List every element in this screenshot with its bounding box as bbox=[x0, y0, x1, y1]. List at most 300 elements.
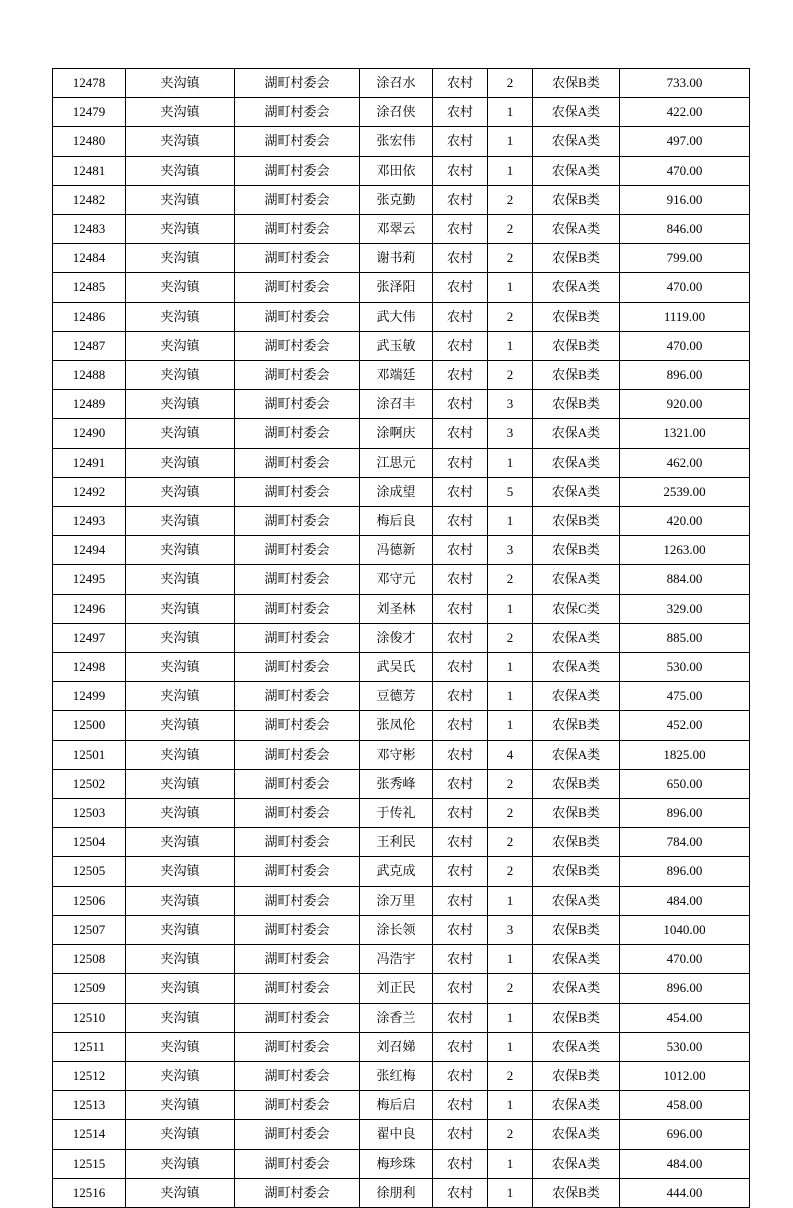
cell-id: 12484 bbox=[53, 244, 126, 273]
cell-id: 12481 bbox=[53, 156, 126, 185]
cell-category: 农保A类 bbox=[533, 448, 620, 477]
cell-household-type: 农村 bbox=[433, 507, 488, 536]
cell-name: 梅后良 bbox=[360, 507, 433, 536]
cell-amount: 896.00 bbox=[620, 974, 750, 1003]
cell-amount: 1263.00 bbox=[620, 536, 750, 565]
cell-household-type: 农村 bbox=[433, 1178, 488, 1207]
cell-town: 夹沟镇 bbox=[126, 799, 235, 828]
cell-name: 涂成望 bbox=[360, 477, 433, 506]
cell-village: 湖町村委会 bbox=[235, 156, 360, 185]
cell-category: 农保B类 bbox=[533, 769, 620, 798]
cell-town: 夹沟镇 bbox=[126, 390, 235, 419]
cell-category: 农保B类 bbox=[533, 828, 620, 857]
cell-id: 12506 bbox=[53, 886, 126, 915]
cell-amount: 885.00 bbox=[620, 623, 750, 652]
table-row bbox=[53, 769, 750, 798]
cell-persons: 1 bbox=[488, 273, 533, 302]
cell-name: 张秀峰 bbox=[360, 769, 433, 798]
cell-town: 夹沟镇 bbox=[126, 828, 235, 857]
cell-id: 12508 bbox=[53, 945, 126, 974]
cell-village: 湖町村委会 bbox=[235, 244, 360, 273]
cell-persons: 1 bbox=[488, 448, 533, 477]
cell-town: 夹沟镇 bbox=[126, 127, 235, 156]
table-row bbox=[53, 857, 750, 886]
cell-name: 武玉敏 bbox=[360, 331, 433, 360]
cell-id: 12504 bbox=[53, 828, 126, 857]
cell-town: 夹沟镇 bbox=[126, 711, 235, 740]
cell-category: 农保C类 bbox=[533, 594, 620, 623]
cell-name: 刘圣林 bbox=[360, 594, 433, 623]
cell-id: 12492 bbox=[53, 477, 126, 506]
cell-name: 冯德新 bbox=[360, 536, 433, 565]
cell-id: 12505 bbox=[53, 857, 126, 886]
cell-household-type: 农村 bbox=[433, 886, 488, 915]
cell-household-type: 农村 bbox=[433, 244, 488, 273]
cell-amount: 530.00 bbox=[620, 653, 750, 682]
cell-persons: 1 bbox=[488, 127, 533, 156]
cell-id: 12498 bbox=[53, 653, 126, 682]
cell-town: 夹沟镇 bbox=[126, 185, 235, 214]
cell-village: 湖町村委会 bbox=[235, 828, 360, 857]
cell-category: 农保B类 bbox=[533, 1178, 620, 1207]
cell-amount: 696.00 bbox=[620, 1120, 750, 1149]
cell-category: 农保B类 bbox=[533, 244, 620, 273]
cell-category: 农保B类 bbox=[533, 361, 620, 390]
cell-persons: 2 bbox=[488, 1120, 533, 1149]
cell-name: 涂召丰 bbox=[360, 390, 433, 419]
table-row bbox=[53, 1003, 750, 1032]
cell-persons: 2 bbox=[488, 244, 533, 273]
cell-amount: 1321.00 bbox=[620, 419, 750, 448]
cell-household-type: 农村 bbox=[433, 915, 488, 944]
cell-category: 农保B类 bbox=[533, 69, 620, 98]
cell-household-type: 农村 bbox=[433, 69, 488, 98]
cell-category: 农保A类 bbox=[533, 1149, 620, 1178]
table-row bbox=[53, 185, 750, 214]
cell-amount: 884.00 bbox=[620, 565, 750, 594]
cell-amount: 470.00 bbox=[620, 331, 750, 360]
table-body bbox=[53, 69, 750, 1208]
cell-category: 农保B类 bbox=[533, 536, 620, 565]
cell-amount: 422.00 bbox=[620, 98, 750, 127]
cell-persons: 2 bbox=[488, 828, 533, 857]
cell-town: 夹沟镇 bbox=[126, 945, 235, 974]
cell-household-type: 农村 bbox=[433, 477, 488, 506]
cell-name: 梅珍珠 bbox=[360, 1149, 433, 1178]
cell-name: 涂召侠 bbox=[360, 98, 433, 127]
cell-id: 12480 bbox=[53, 127, 126, 156]
cell-id: 12493 bbox=[53, 507, 126, 536]
cell-amount: 650.00 bbox=[620, 769, 750, 798]
cell-town: 夹沟镇 bbox=[126, 536, 235, 565]
table-row bbox=[53, 390, 750, 419]
cell-amount: 896.00 bbox=[620, 857, 750, 886]
cell-name: 梅后启 bbox=[360, 1091, 433, 1120]
cell-category: 农保B类 bbox=[533, 1061, 620, 1090]
cell-household-type: 农村 bbox=[433, 1149, 488, 1178]
cell-persons: 2 bbox=[488, 623, 533, 652]
cell-village: 湖町村委会 bbox=[235, 740, 360, 769]
cell-category: 农保A类 bbox=[533, 740, 620, 769]
cell-household-type: 农村 bbox=[433, 98, 488, 127]
cell-persons: 2 bbox=[488, 769, 533, 798]
cell-id: 12483 bbox=[53, 215, 126, 244]
cell-household-type: 农村 bbox=[433, 974, 488, 1003]
cell-name: 邓守彬 bbox=[360, 740, 433, 769]
cell-persons: 2 bbox=[488, 565, 533, 594]
table-row bbox=[53, 1032, 750, 1061]
cell-amount: 784.00 bbox=[620, 828, 750, 857]
cell-village: 湖町村委会 bbox=[235, 1003, 360, 1032]
cell-town: 夹沟镇 bbox=[126, 507, 235, 536]
cell-town: 夹沟镇 bbox=[126, 594, 235, 623]
cell-name: 涂召水 bbox=[360, 69, 433, 98]
table-row bbox=[53, 594, 750, 623]
table-row bbox=[53, 945, 750, 974]
cell-category: 农保B类 bbox=[533, 390, 620, 419]
table-row bbox=[53, 156, 750, 185]
cell-persons: 1 bbox=[488, 594, 533, 623]
cell-amount: 530.00 bbox=[620, 1032, 750, 1061]
cell-town: 夹沟镇 bbox=[126, 565, 235, 594]
cell-persons: 1 bbox=[488, 331, 533, 360]
cell-persons: 1 bbox=[488, 945, 533, 974]
cell-category: 农保A类 bbox=[533, 477, 620, 506]
cell-village: 湖町村委会 bbox=[235, 915, 360, 944]
cell-persons: 2 bbox=[488, 215, 533, 244]
table-row bbox=[53, 1149, 750, 1178]
cell-amount: 475.00 bbox=[620, 682, 750, 711]
cell-name: 涂长领 bbox=[360, 915, 433, 944]
cell-persons: 2 bbox=[488, 857, 533, 886]
cell-name: 武克成 bbox=[360, 857, 433, 886]
table-row bbox=[53, 419, 750, 448]
cell-amount: 470.00 bbox=[620, 945, 750, 974]
cell-household-type: 农村 bbox=[433, 302, 488, 331]
cell-household-type: 农村 bbox=[433, 390, 488, 419]
cell-category: 农保A类 bbox=[533, 156, 620, 185]
cell-amount: 444.00 bbox=[620, 1178, 750, 1207]
cell-persons: 1 bbox=[488, 1091, 533, 1120]
cell-id: 12489 bbox=[53, 390, 126, 419]
cell-town: 夹沟镇 bbox=[126, 273, 235, 302]
cell-household-type: 农村 bbox=[433, 1003, 488, 1032]
cell-village: 湖町村委会 bbox=[235, 565, 360, 594]
cell-category: 农保A类 bbox=[533, 565, 620, 594]
cell-town: 夹沟镇 bbox=[126, 448, 235, 477]
cell-name: 涂万里 bbox=[360, 886, 433, 915]
cell-amount: 1119.00 bbox=[620, 302, 750, 331]
cell-household-type: 农村 bbox=[433, 185, 488, 214]
cell-town: 夹沟镇 bbox=[126, 974, 235, 1003]
cell-id: 12479 bbox=[53, 98, 126, 127]
table-row bbox=[53, 915, 750, 944]
cell-persons: 2 bbox=[488, 302, 533, 331]
cell-village: 湖町村委会 bbox=[235, 857, 360, 886]
cell-household-type: 农村 bbox=[433, 828, 488, 857]
cell-village: 湖町村委会 bbox=[235, 886, 360, 915]
cell-category: 农保B类 bbox=[533, 1003, 620, 1032]
table-row bbox=[53, 653, 750, 682]
cell-household-type: 农村 bbox=[433, 1091, 488, 1120]
cell-village: 湖町村委会 bbox=[235, 185, 360, 214]
cell-name: 张泽阳 bbox=[360, 273, 433, 302]
cell-amount: 920.00 bbox=[620, 390, 750, 419]
cell-id: 12500 bbox=[53, 711, 126, 740]
cell-household-type: 农村 bbox=[433, 711, 488, 740]
cell-household-type: 农村 bbox=[433, 565, 488, 594]
cell-persons: 1 bbox=[488, 886, 533, 915]
cell-id: 12515 bbox=[53, 1149, 126, 1178]
cell-amount: 462.00 bbox=[620, 448, 750, 477]
table-row bbox=[53, 69, 750, 98]
table-row bbox=[53, 536, 750, 565]
cell-household-type: 农村 bbox=[433, 1120, 488, 1149]
cell-town: 夹沟镇 bbox=[126, 886, 235, 915]
cell-name: 谢书莉 bbox=[360, 244, 433, 273]
table-row bbox=[53, 361, 750, 390]
cell-village: 湖町村委会 bbox=[235, 1120, 360, 1149]
cell-id: 12503 bbox=[53, 799, 126, 828]
cell-amount: 452.00 bbox=[620, 711, 750, 740]
cell-town: 夹沟镇 bbox=[126, 477, 235, 506]
cell-category: 农保A类 bbox=[533, 682, 620, 711]
cell-amount: 733.00 bbox=[620, 69, 750, 98]
cell-amount: 458.00 bbox=[620, 1091, 750, 1120]
cell-category: 农保A类 bbox=[533, 273, 620, 302]
cell-amount: 1825.00 bbox=[620, 740, 750, 769]
cell-village: 湖町村委会 bbox=[235, 361, 360, 390]
cell-town: 夹沟镇 bbox=[126, 419, 235, 448]
cell-household-type: 农村 bbox=[433, 769, 488, 798]
cell-town: 夹沟镇 bbox=[126, 244, 235, 273]
cell-village: 湖町村委会 bbox=[235, 477, 360, 506]
cell-persons: 2 bbox=[488, 69, 533, 98]
cell-id: 12488 bbox=[53, 361, 126, 390]
cell-amount: 470.00 bbox=[620, 273, 750, 302]
cell-persons: 1 bbox=[488, 653, 533, 682]
cell-id: 12478 bbox=[53, 69, 126, 98]
cell-id: 12509 bbox=[53, 974, 126, 1003]
cell-name: 张红梅 bbox=[360, 1061, 433, 1090]
table-row bbox=[53, 507, 750, 536]
cell-town: 夹沟镇 bbox=[126, 302, 235, 331]
table-row bbox=[53, 623, 750, 652]
cell-household-type: 农村 bbox=[433, 594, 488, 623]
table-row bbox=[53, 1178, 750, 1207]
cell-village: 湖町村委会 bbox=[235, 536, 360, 565]
cell-id: 12497 bbox=[53, 623, 126, 652]
cell-id: 12513 bbox=[53, 1091, 126, 1120]
cell-town: 夹沟镇 bbox=[126, 1032, 235, 1061]
cell-household-type: 农村 bbox=[433, 1061, 488, 1090]
cell-household-type: 农村 bbox=[433, 1032, 488, 1061]
cell-name: 刘正民 bbox=[360, 974, 433, 1003]
cell-name: 武大伟 bbox=[360, 302, 433, 331]
cell-village: 湖町村委会 bbox=[235, 69, 360, 98]
cell-town: 夹沟镇 bbox=[126, 1178, 235, 1207]
cell-village: 湖町村委会 bbox=[235, 1149, 360, 1178]
cell-name: 武吴氏 bbox=[360, 653, 433, 682]
cell-town: 夹沟镇 bbox=[126, 1061, 235, 1090]
cell-household-type: 农村 bbox=[433, 361, 488, 390]
cell-persons: 3 bbox=[488, 390, 533, 419]
cell-name: 涂啊庆 bbox=[360, 419, 433, 448]
table-row bbox=[53, 740, 750, 769]
cell-persons: 2 bbox=[488, 1061, 533, 1090]
cell-household-type: 农村 bbox=[433, 740, 488, 769]
cell-category: 农保A类 bbox=[533, 1091, 620, 1120]
cell-village: 湖町村委会 bbox=[235, 127, 360, 156]
cell-amount: 799.00 bbox=[620, 244, 750, 273]
cell-category: 农保B类 bbox=[533, 857, 620, 886]
cell-category: 农保A类 bbox=[533, 623, 620, 652]
table-row bbox=[53, 828, 750, 857]
cell-id: 12516 bbox=[53, 1178, 126, 1207]
cell-village: 湖町村委会 bbox=[235, 448, 360, 477]
cell-amount: 454.00 bbox=[620, 1003, 750, 1032]
cell-name: 邓田依 bbox=[360, 156, 433, 185]
table-row bbox=[53, 244, 750, 273]
cell-name: 翟中良 bbox=[360, 1120, 433, 1149]
table-row bbox=[53, 799, 750, 828]
cell-persons: 3 bbox=[488, 536, 533, 565]
cell-town: 夹沟镇 bbox=[126, 653, 235, 682]
table-row bbox=[53, 448, 750, 477]
cell-household-type: 农村 bbox=[433, 419, 488, 448]
cell-category: 农保B类 bbox=[533, 185, 620, 214]
cell-category: 农保A类 bbox=[533, 945, 620, 974]
cell-id: 12485 bbox=[53, 273, 126, 302]
table-row bbox=[53, 215, 750, 244]
table-row bbox=[53, 1061, 750, 1090]
cell-persons: 1 bbox=[488, 1178, 533, 1207]
cell-town: 夹沟镇 bbox=[126, 156, 235, 185]
cell-village: 湖町村委会 bbox=[235, 974, 360, 1003]
cell-town: 夹沟镇 bbox=[126, 331, 235, 360]
cell-persons: 1 bbox=[488, 98, 533, 127]
cell-village: 湖町村委会 bbox=[235, 711, 360, 740]
cell-household-type: 农村 bbox=[433, 273, 488, 302]
cell-category: 农保B类 bbox=[533, 302, 620, 331]
cell-name: 张宏伟 bbox=[360, 127, 433, 156]
cell-category: 农保A类 bbox=[533, 886, 620, 915]
cell-amount: 916.00 bbox=[620, 185, 750, 214]
cell-category: 农保B类 bbox=[533, 507, 620, 536]
cell-household-type: 农村 bbox=[433, 331, 488, 360]
cell-village: 湖町村委会 bbox=[235, 507, 360, 536]
cell-id: 12496 bbox=[53, 594, 126, 623]
cell-persons: 4 bbox=[488, 740, 533, 769]
table-row bbox=[53, 974, 750, 1003]
cell-name: 邓守元 bbox=[360, 565, 433, 594]
cell-persons: 1 bbox=[488, 711, 533, 740]
table-row bbox=[53, 682, 750, 711]
cell-persons: 1 bbox=[488, 1149, 533, 1178]
cell-persons: 2 bbox=[488, 185, 533, 214]
cell-id: 12482 bbox=[53, 185, 126, 214]
cell-persons: 5 bbox=[488, 477, 533, 506]
cell-category: 农保B类 bbox=[533, 711, 620, 740]
table-row bbox=[53, 273, 750, 302]
table-row bbox=[53, 565, 750, 594]
cell-village: 湖町村委会 bbox=[235, 1061, 360, 1090]
cell-persons: 1 bbox=[488, 682, 533, 711]
cell-village: 湖町村委会 bbox=[235, 302, 360, 331]
cell-town: 夹沟镇 bbox=[126, 215, 235, 244]
cell-household-type: 农村 bbox=[433, 682, 488, 711]
table-row bbox=[53, 98, 750, 127]
cell-town: 夹沟镇 bbox=[126, 915, 235, 944]
cell-persons: 1 bbox=[488, 507, 533, 536]
cell-village: 湖町村委会 bbox=[235, 273, 360, 302]
cell-household-type: 农村 bbox=[433, 215, 488, 244]
cell-town: 夹沟镇 bbox=[126, 1120, 235, 1149]
cell-village: 湖町村委会 bbox=[235, 594, 360, 623]
cell-amount: 846.00 bbox=[620, 215, 750, 244]
cell-town: 夹沟镇 bbox=[126, 623, 235, 652]
table-row bbox=[53, 127, 750, 156]
cell-amount: 470.00 bbox=[620, 156, 750, 185]
cell-name: 张凤伦 bbox=[360, 711, 433, 740]
table-row bbox=[53, 477, 750, 506]
cell-town: 夹沟镇 bbox=[126, 1091, 235, 1120]
cell-id: 12486 bbox=[53, 302, 126, 331]
cell-town: 夹沟镇 bbox=[126, 682, 235, 711]
cell-name: 涂俊才 bbox=[360, 623, 433, 652]
cell-town: 夹沟镇 bbox=[126, 857, 235, 886]
cell-amount: 2539.00 bbox=[620, 477, 750, 506]
cell-village: 湖町村委会 bbox=[235, 1032, 360, 1061]
cell-village: 湖町村委会 bbox=[235, 799, 360, 828]
table-row bbox=[53, 711, 750, 740]
cell-persons: 3 bbox=[488, 915, 533, 944]
cell-persons: 1 bbox=[488, 1032, 533, 1061]
cell-household-type: 农村 bbox=[433, 799, 488, 828]
cell-amount: 896.00 bbox=[620, 799, 750, 828]
cell-village: 湖町村委会 bbox=[235, 945, 360, 974]
cell-village: 湖町村委会 bbox=[235, 390, 360, 419]
cell-town: 夹沟镇 bbox=[126, 769, 235, 798]
cell-category: 农保B类 bbox=[533, 799, 620, 828]
cell-amount: 329.00 bbox=[620, 594, 750, 623]
cell-category: 农保A类 bbox=[533, 127, 620, 156]
cell-name: 邓端廷 bbox=[360, 361, 433, 390]
cell-persons: 2 bbox=[488, 361, 533, 390]
cell-village: 湖町村委会 bbox=[235, 98, 360, 127]
table-row bbox=[53, 1091, 750, 1120]
table-row bbox=[53, 1120, 750, 1149]
cell-name: 王利民 bbox=[360, 828, 433, 857]
cell-category: 农保A类 bbox=[533, 215, 620, 244]
cell-household-type: 农村 bbox=[433, 448, 488, 477]
cell-persons: 3 bbox=[488, 419, 533, 448]
cell-category: 农保A类 bbox=[533, 1032, 620, 1061]
cell-town: 夹沟镇 bbox=[126, 740, 235, 769]
cell-category: 农保A类 bbox=[533, 974, 620, 1003]
cell-id: 12511 bbox=[53, 1032, 126, 1061]
cell-id: 12491 bbox=[53, 448, 126, 477]
cell-name: 豆德芳 bbox=[360, 682, 433, 711]
cell-persons: 2 bbox=[488, 799, 533, 828]
table-row bbox=[53, 302, 750, 331]
cell-amount: 484.00 bbox=[620, 886, 750, 915]
cell-persons: 1 bbox=[488, 1003, 533, 1032]
cell-household-type: 农村 bbox=[433, 623, 488, 652]
cell-id: 12494 bbox=[53, 536, 126, 565]
cell-amount: 1040.00 bbox=[620, 915, 750, 944]
cell-household-type: 农村 bbox=[433, 653, 488, 682]
